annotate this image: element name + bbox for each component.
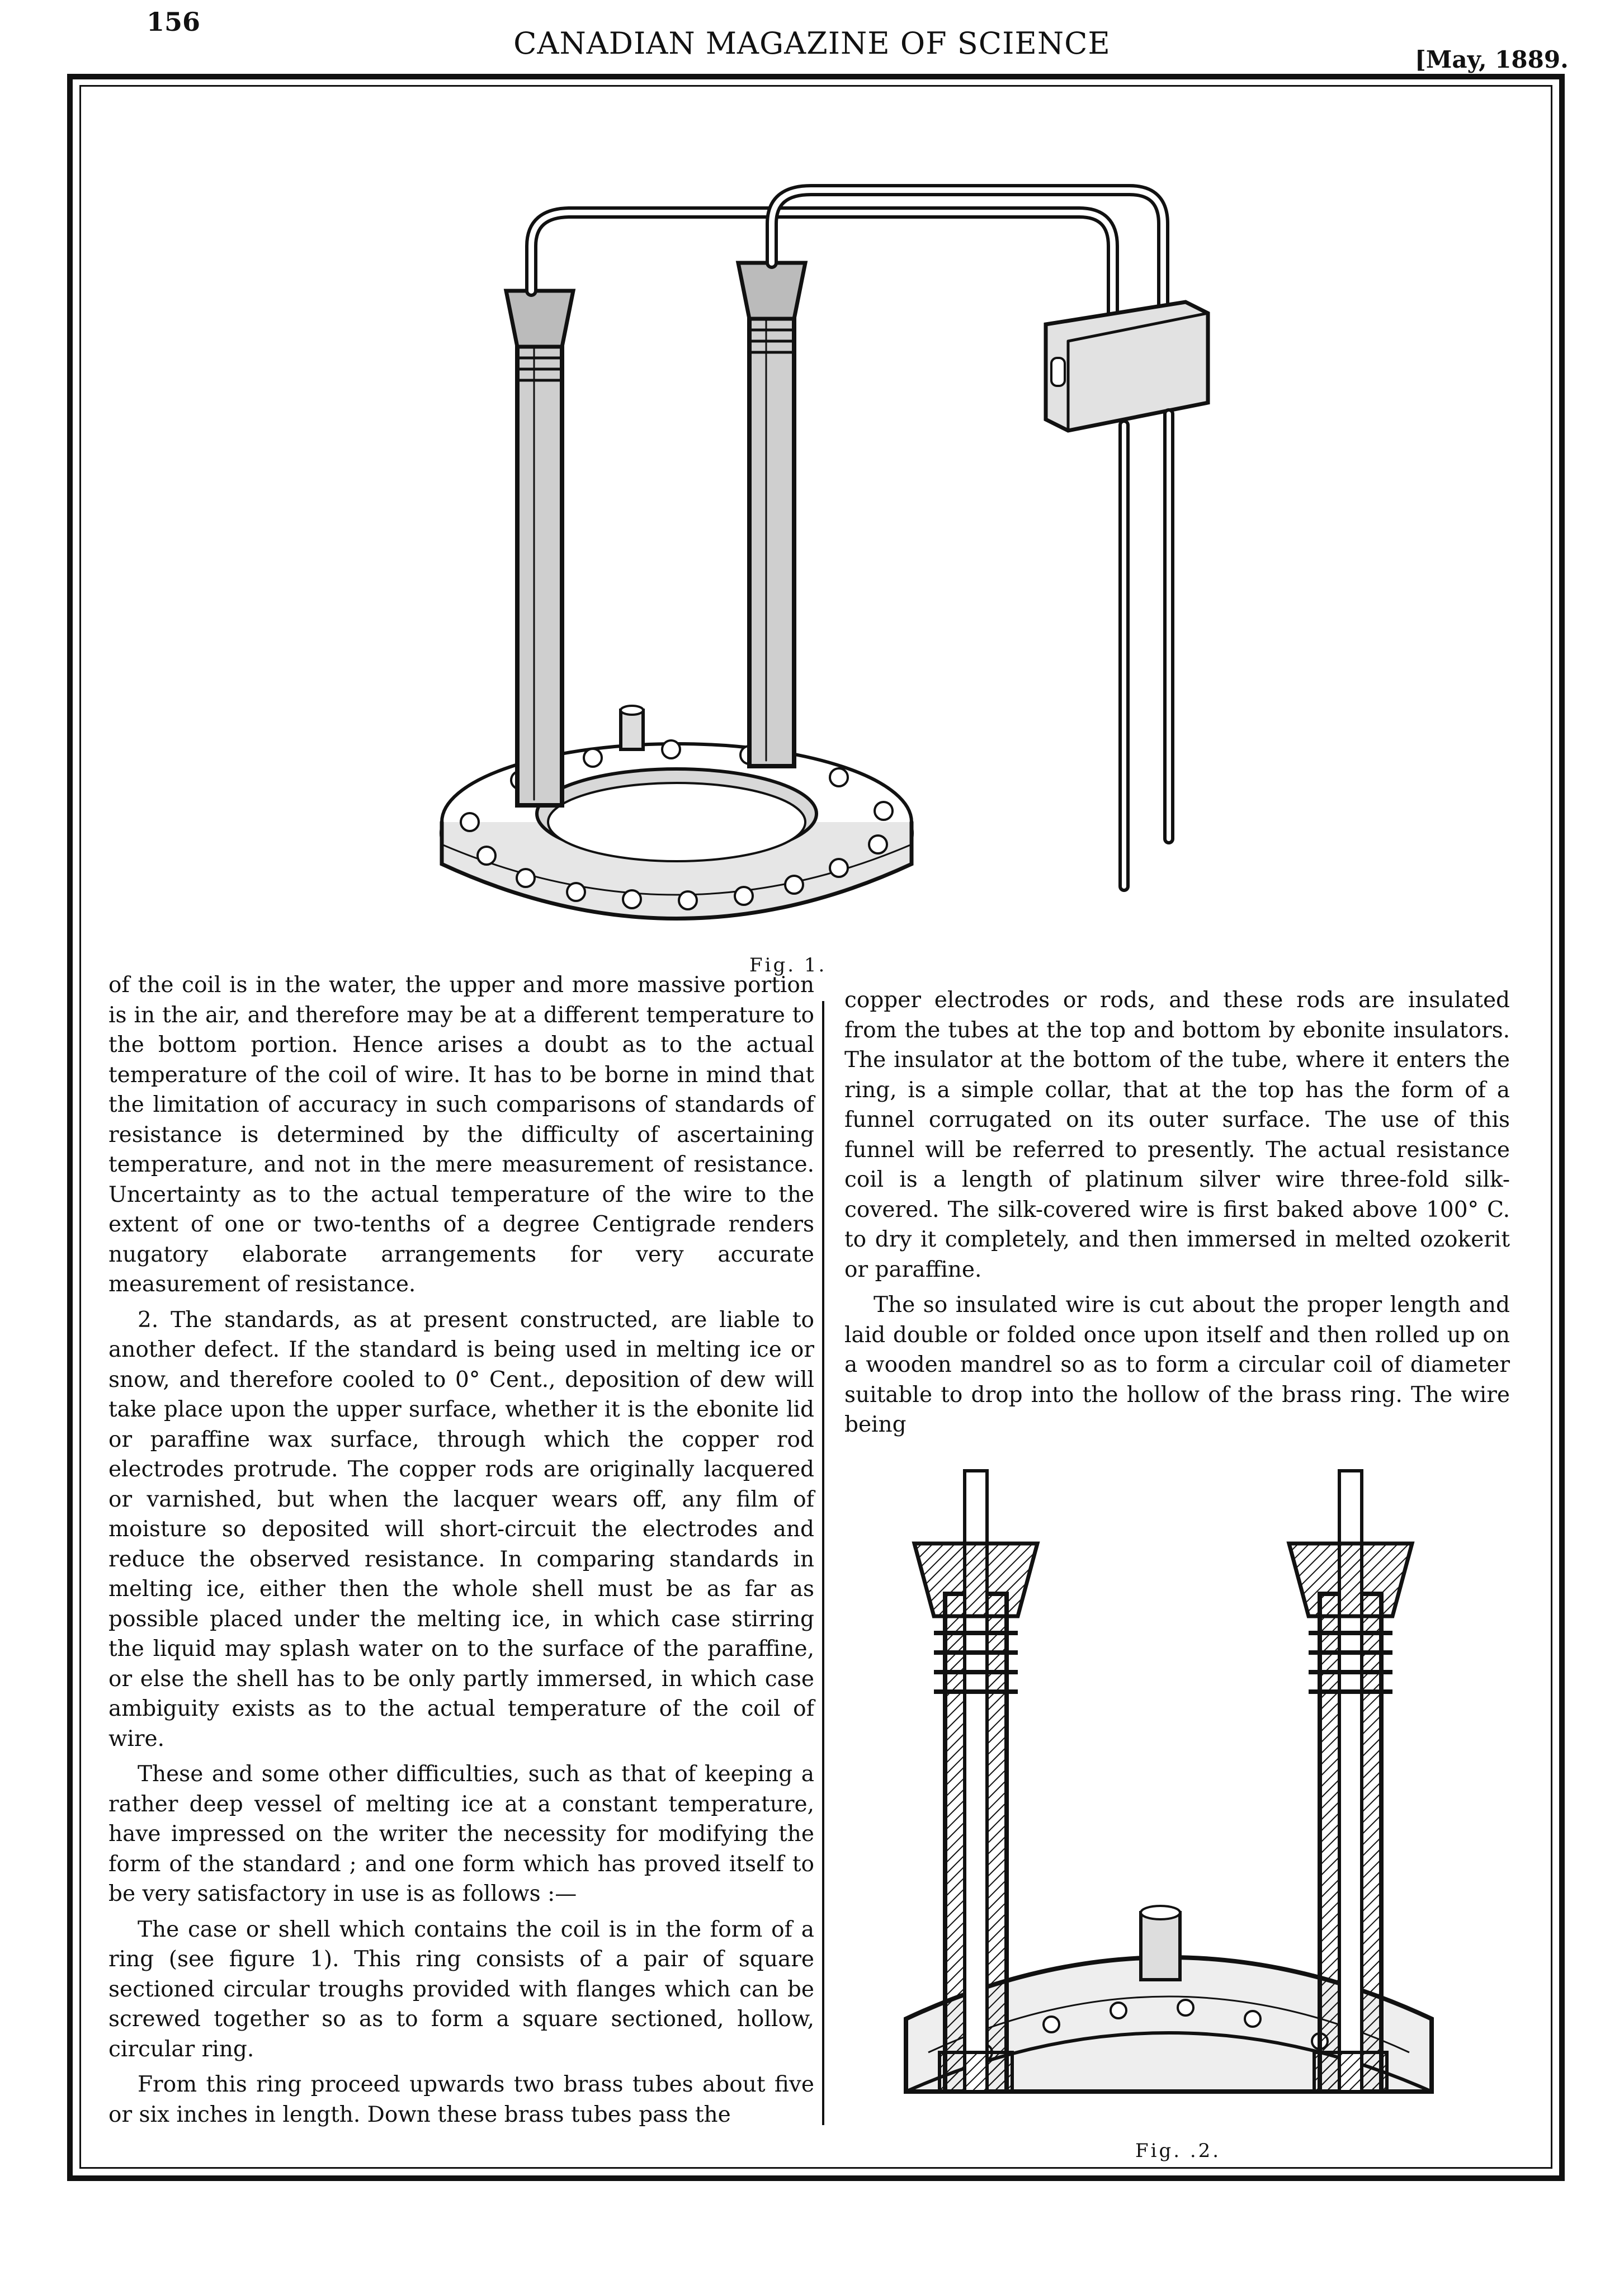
column-divider [822, 1001, 824, 2125]
running-title: CANADIAN MAGAZINE OF SCIENCE [513, 26, 1111, 61]
figure-2-caption: Fig. .2. [1135, 2140, 1221, 2162]
paragraph: The so insulated wire is cut about the proper length and laid double or folded once upon itself and then rolled up on a wooden mandrel so as to form a circular coil of diameter suitable to drop into the hollow of the brass ring. The wire being [844, 1292, 1510, 1437]
figure-1-caption: Fig. 1. [749, 954, 827, 976]
paragraph: From this ring proceed upwards two brass tubes about five or six inches in length. Down these brass tubes pass the [108, 2072, 814, 2127]
paragraph: These and some other difficulties, such as that of keeping a rather deep vessel of melting ice at a constant temperature, have impressed on the writer the necessity for modifying the form of the standard ; and one form which has proved itself to be very satisfactory in use is as follows :— [108, 1762, 814, 1906]
paragraph: 2. The standards, as at present constructed, are liable to another defect. If the standard is being used in melting ice or snow, and therefore cooled to 0° Cent., deposition of dew will take place upon the upper surface, whether it is the ebonite lid or paraffine wax surface, through which the copper rod electrodes protrude. The copper rods are originally lacquered or varnished, but when the lacquer wears off, any film of moisture so deposited will short-circuit the electrodes and reduce the observed resistance. In comparing standards in melting ice, either then the whole shell must be as far as possible placed under the melting ice, in which case stirring the liquid may splash water on to the surface of the paraffine, or else the shell has to be only partly immersed, in which case ambiguity exists as to the actual temperature of the coil of wire. [108, 1307, 814, 1752]
figure-2-illustration [872, 1448, 1465, 2136]
page-number: 156 [147, 7, 201, 37]
figure-1-illustration [436, 179, 1230, 928]
paragraph: The case or shell which contains the coil is in the form of a ring (see figure 1). This ring consists of a pair of square sectioned circular troughs provided with flanges which can be screwed together so as to form a square sectioned, hollow, circular ring. [108, 1917, 814, 2062]
left-column [108, 970, 814, 2130]
paragraph: of the coil is in the water, the upper and more massive portion is in the air, and therefore may be at a different temperature to the bottom portion. Hence arises a doubt as to the actual temperature of the coil of wire. It has to be borne in mind that the limitation of accuracy in such comparisons of standards of resistance is determined by the difficulty of ascertaining temperature, and not in the mere measurement of resistance. Uncertainty as to the actual temperature of the wire to the extent of one or two-tenths of a degree Centigrade renders nugatory elaborate arrangements for very accurate measurement of resistance. [108, 973, 814, 1297]
paragraph: copper electrodes or rods, and these rods are insulated from the tubes at the top and bottom by ebonite insulators. The insulator at the bottom of the tube, where it enters the ring, is a simple collar, that at the top has the form of a funnel corrugated on its outer surface. The use of this funnel will be referred to presently. The actual resistance coil is a length of platinum silver wire three-fold silk-covered. The silk-covered wire is first baked above 100° C. to dry it completely, and then immersed in melted ozokerit or paraffine. [844, 988, 1510, 1282]
right-column [844, 985, 1510, 1440]
issue-date: [May, 1889. [1415, 46, 1569, 73]
